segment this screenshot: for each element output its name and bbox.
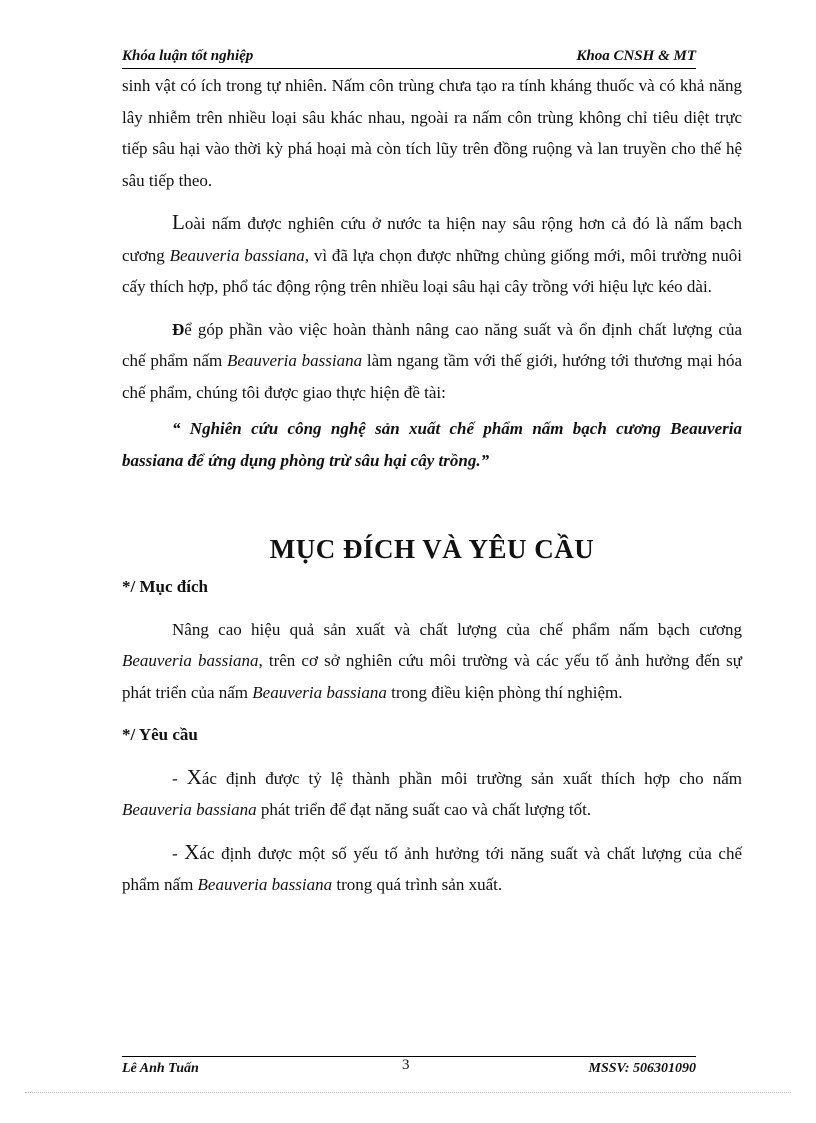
species-name: Beauveria bassiana xyxy=(169,245,305,265)
species-name: Beauveria bassiana xyxy=(226,351,363,370)
paragraph-2 xyxy=(122,207,742,303)
paragraph-text: phát triển để đạt năng suất cao và chất lượng tốt. xyxy=(256,800,592,819)
requirements-heading: */ Yêu cầu xyxy=(122,725,198,744)
paragraph-3 xyxy=(122,314,742,409)
thesis-title-quote: “ Nghiên cứu công nghệ sản xuất chế phẩm nấm bạch cương Beauveria bassiana để ứng dụng phòng trừ sâu hại cây trồng.” xyxy=(122,419,742,470)
page-footer xyxy=(122,1056,696,1077)
species-name: Beauveria bassiana xyxy=(197,875,333,894)
page-body xyxy=(122,70,742,901)
header-left: Khóa luận tốt nghiệp xyxy=(122,48,254,64)
purpose-paragraph xyxy=(122,614,742,709)
drop-letter: L xyxy=(172,210,185,234)
page-number: 3 xyxy=(402,1057,410,1073)
paragraph-text: trong điều kiện phòng thí nghiệm. xyxy=(386,682,623,702)
paragraph-text: âng cao hiệu quả sản xuất và chất lượng của chế phẩm nấm bạch cương xyxy=(184,619,742,639)
purpose-heading: */ Mục đích xyxy=(122,577,208,596)
footer-student-id: MSSV: 506301090 xyxy=(588,1061,696,1076)
paragraph-text: trong quá trình sản xuất. xyxy=(332,875,503,894)
paragraph-text: , trên cơ sở nghiên cứu môi trường và các yếu tố ảnh hưởng đến sự phát triển của nấm xyxy=(122,651,742,702)
dash: - xyxy=(172,843,185,863)
page-header xyxy=(122,46,696,69)
paragraph-text: oài nấm được nghiên cứu ở nước ta hiện nay sâu rộng hơn cả đó là nấm bạch cương xyxy=(122,214,742,265)
drop-letter: X xyxy=(184,839,200,864)
species-name: Beauveria bassiana xyxy=(252,682,387,702)
paragraph-text: làm ngang tầm với thế giới, hướng tới thương mại hóa chế phẩm, chúng tôi được giao thực hiện đề tài: xyxy=(122,351,742,402)
paragraph-text: ác định được tỷ lệ thành phần môi trường sản xuất thích hợp cho nấm xyxy=(201,768,742,788)
species-name: Beauveria bassiana xyxy=(122,800,257,819)
requirement-item-1 xyxy=(122,762,742,826)
dash: - xyxy=(172,768,187,788)
paragraph-text: ác định được một số yếu tố ảnh hưởng tới năng suất và chất lượng của chế phẩm nấm xyxy=(122,843,742,894)
section-title: MỤC ĐÍCH VÀ YÊU CẦU xyxy=(269,534,595,564)
drop-letter: Đ xyxy=(172,319,185,339)
drop-letter: N xyxy=(172,619,185,639)
paragraph-text: ể góp phần vào việc hoàn thành nâng cao năng suất và ổn định chất lượng của chế phẩm nấm xyxy=(122,319,742,370)
page-edge-divider xyxy=(25,1092,791,1093)
header-right: Khoa CNSH & MT xyxy=(576,48,696,64)
paragraph-text: , vì đã lựa chọn được những chủng giống mới, môi trường nuôi cấy thích hợp, phổ tác động rộng trên nhiều loại sâu hại cây trồng với hiệu lực kéo dài. xyxy=(122,245,742,296)
requirement-item-2 xyxy=(122,837,742,901)
footer-author: Lê Anh Tuấn xyxy=(122,1061,199,1076)
paragraph-1: sinh vật có ích trong tự nhiên. Nấm côn trùng chưa tạo ra tính kháng thuốc và có khả năng lây nhiễm trên nhiều loại sâu khác nhau, ngoài ra nấm côn trùng không chỉ tiêu diệt trực tiếp sâu hại vào thời kỳ phá hoại mà còn tích lũy trên đồng ruộng và lan truyền cho thế hệ sâu tiếp theo. xyxy=(122,76,742,190)
drop-letter: X xyxy=(186,764,202,789)
species-name: Beauveria bassiana xyxy=(122,651,259,670)
